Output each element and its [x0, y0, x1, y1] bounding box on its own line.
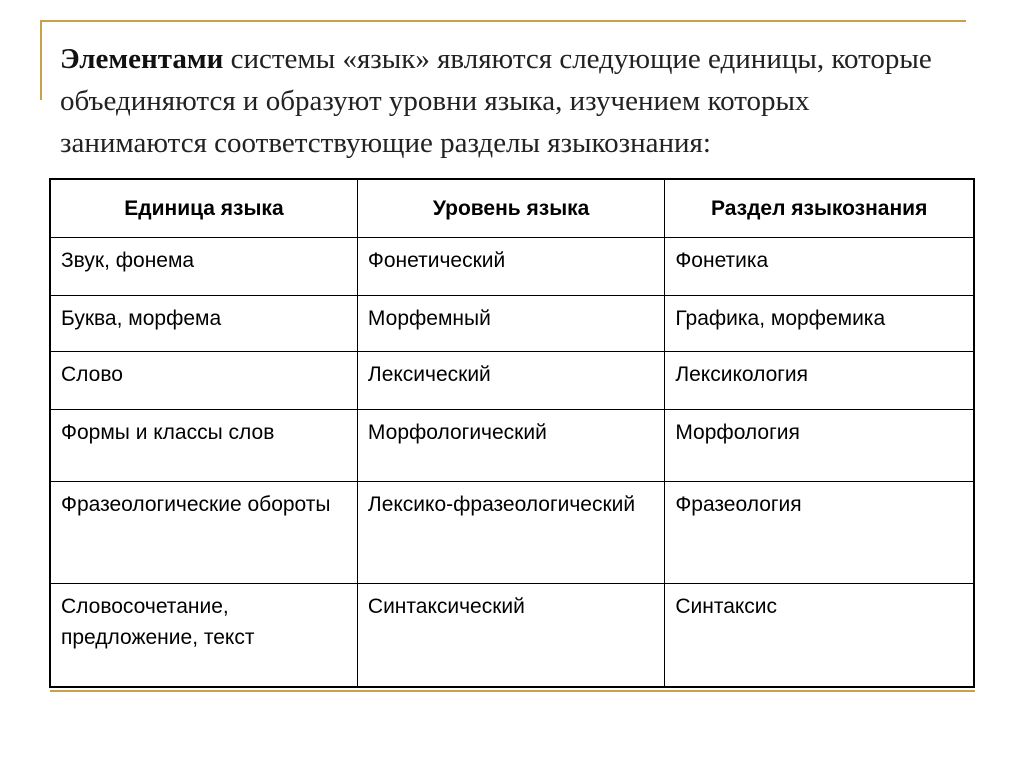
cell-branch: Графика, морфемика — [665, 295, 974, 351]
cell-level: Морфемный — [357, 295, 664, 351]
slide-frame-bottom-line — [50, 690, 975, 692]
table-row — [50, 237, 974, 295]
cell-branch: Лексикология — [665, 351, 974, 409]
slide-frame-left-line — [40, 20, 42, 100]
cell-unit: Словосочетание, предложение, текст — [50, 583, 357, 687]
cell-unit: Буква, морфема — [50, 295, 357, 351]
cell-level: Морфологический — [357, 409, 664, 481]
header-branch: Раздел языкознания — [665, 179, 974, 237]
cell-level: Синтаксический — [357, 583, 664, 687]
cell-branch: Фонетика — [665, 237, 974, 295]
table-header-row — [50, 179, 974, 237]
table-row — [50, 583, 974, 687]
cell-level: Фонетический — [357, 237, 664, 295]
cell-branch: Синтаксис — [665, 583, 974, 687]
header-level: Уровень языка — [357, 179, 664, 237]
table-row — [50, 295, 974, 351]
cell-branch: Морфология — [665, 409, 974, 481]
cell-unit: Звук, фонема — [50, 237, 357, 295]
header-unit: Единица языка — [50, 179, 357, 237]
cell-unit: Фразеологические обороты — [50, 481, 357, 583]
cell-level: Лексический — [357, 351, 664, 409]
table-row — [50, 351, 974, 409]
cell-unit: Формы и классы слов — [50, 409, 357, 481]
intro-text: системы «язык» являются следующие единицы, которые объединяются и образуют уровни языка, изучением которых занимаются соответствующие разделы языкознания: — [60, 43, 932, 159]
cell-level: Лексико-фразеологический — [357, 481, 664, 583]
table-row — [50, 481, 974, 583]
language-levels-table — [49, 178, 975, 688]
intro-bold-lead: Элементами — [60, 43, 224, 75]
intro-paragraph — [60, 38, 960, 164]
cell-branch: Фразеология — [665, 481, 974, 583]
slide-frame-top-line — [40, 20, 966, 22]
cell-unit: Слово — [50, 351, 357, 409]
table-row — [50, 409, 974, 481]
